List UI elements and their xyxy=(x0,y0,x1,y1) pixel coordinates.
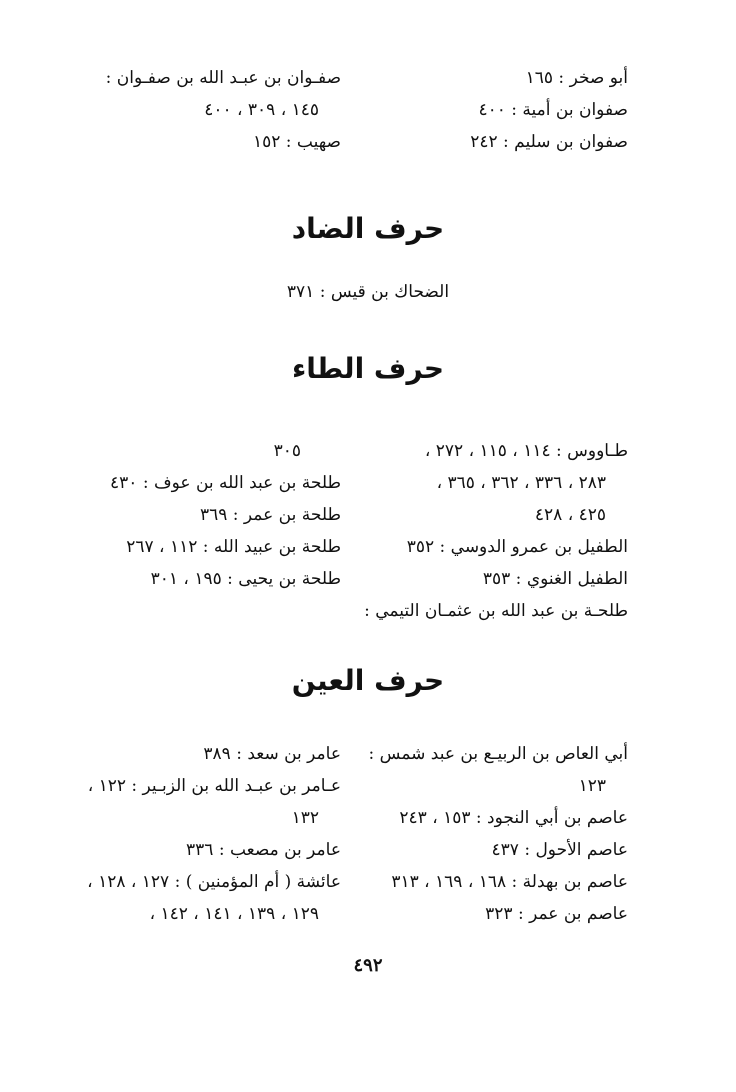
index-entry: الطفيل الغنوي : ٣٥٣ xyxy=(482,569,628,589)
section-heading-dad: حرف الضاد xyxy=(291,212,445,245)
sad-left-column xyxy=(21,62,341,158)
section-heading-ain: حرف العين xyxy=(291,664,445,697)
section-heading-ta: حرف الطاء xyxy=(291,352,445,385)
index-entry: الطفيل بن عمرو الدوسي : ٣٥٢ xyxy=(406,537,628,557)
index-entry: طـاووس : ١١٤ ، ١١٥ ، ٢٧٢ ، xyxy=(424,441,628,461)
ta-left-column xyxy=(21,435,341,595)
index-entry: عاصم الأحول : ٤٣٧ xyxy=(491,840,628,860)
index-entry-continuation: ٢٨٣ ، ٣٣٦ ، ٣٦٢ ، ٣٦٥ ، xyxy=(436,473,606,493)
ain-left-column xyxy=(21,738,341,930)
sad-right-column xyxy=(368,62,628,158)
index-entry: طلحة بن عمر : ٣٦٩ xyxy=(199,505,341,525)
index-entry: طلحة بن عبيد الله : ١١٢ ، ٢٦٧ xyxy=(126,537,341,557)
index-entry: صفوان بن سليم : ٢٤٢ xyxy=(470,132,628,152)
index-entry-continuation: ١٤٥ ، ٣٠٩ ، ٤٠٠ xyxy=(204,100,319,120)
index-entry: الضحاك بن قيس : ٣٧١ xyxy=(286,282,450,302)
index-entry-continuation: ١٣٢ xyxy=(291,808,319,828)
page-number: ٤٩٢ xyxy=(353,955,383,976)
index-entry: عاصم بن بهدلة : ١٦٨ ، ١٦٩ ، ٣١٣ xyxy=(391,872,628,892)
index-entry: صهيب : ١٥٢ xyxy=(252,132,341,152)
index-entry: عامر بن مصعب : ٣٣٦ xyxy=(186,840,341,860)
ta-right-column xyxy=(364,435,628,627)
index-entry: صفوان بن أمية : ٤٠٠ xyxy=(478,100,628,120)
index-entry: أبو صخر : ١٦٥ xyxy=(525,68,628,88)
ain-right-column xyxy=(368,738,628,930)
index-entry: أبي العاص بن الربيـع بن عبد شمس : xyxy=(368,744,628,764)
index-entry: عائشة ( أم المؤمنين ) : ١٢٧ ، ١٢٨ ، xyxy=(87,872,341,892)
index-entry: طلحـة بن عبد الله بن عثمـان التيمي : xyxy=(364,601,628,621)
index-entry-continuation: ٣٠٥ xyxy=(273,441,301,461)
index-entry: عاصم بن عمر : ٣٢٣ xyxy=(485,904,628,924)
index-entry: عامر بن سعد : ٣٨٩ xyxy=(203,744,341,764)
index-entry: طلحة بن يحيى : ١٩٥ ، ٣٠١ xyxy=(150,569,341,589)
index-entry-continuation: ١٢٩ ، ١٣٩ ، ١٤١ ، ١٤٢ ، xyxy=(149,904,319,924)
index-entry: عـامر بن عبـد الله بن الزبـير : ١٢٢ ، xyxy=(87,776,341,796)
index-entry: صفـوان بن عبـد الله بن صفـوان : xyxy=(105,68,341,88)
index-entry: عاصم بن أبي النجود : ١٥٣ ، ٢٤٣ xyxy=(399,808,628,828)
index-entry-continuation: ٤٢٥ ، ٤٢٨ xyxy=(534,505,606,525)
index-entry-continuation: ١٢٣ xyxy=(578,776,606,796)
index-entry: طلحة بن عبد الله بن عوف : ٤٣٠ xyxy=(110,473,341,493)
